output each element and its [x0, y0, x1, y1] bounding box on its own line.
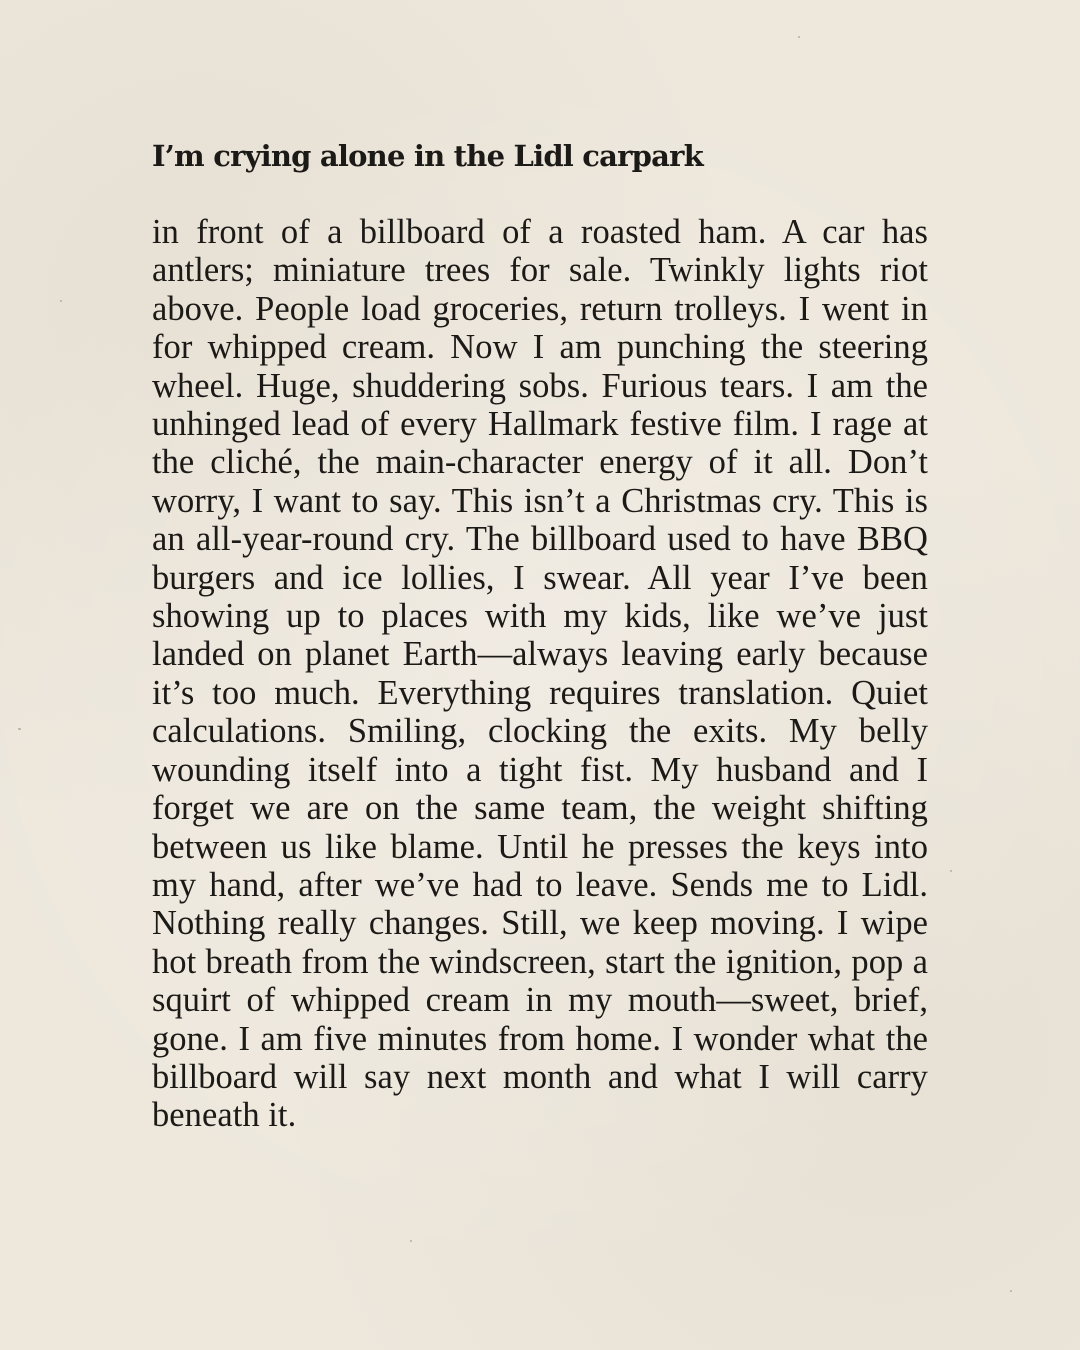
paper-speck [18, 728, 21, 730]
paper-speck [1010, 1290, 1012, 1292]
paper-speck [798, 36, 800, 38]
poem [152, 136, 928, 1135]
poem-title: I’m crying alone in the Lidl carpark [152, 139, 703, 173]
paper-speck [60, 300, 62, 302]
paper-speck [950, 870, 952, 872]
poem-body: in front of a billboard of a roasted ham. A car has antlers; miniature trees for sale. Twinkly lights riot above. People load groceries, return trolleys. I went in for whipped cream. Now I am punching the steering wheel. Huge, shuddering sobs. Furious tears. I am the unhinged lead of every Hallmark festive film. I rage at the cliché, the main-character energy of it all. Don’t worry, I want to say. This isn’t a Christmas cry. This is an all-year-round cry. The billboard used to have BBQ burgers and ice lollies, I swear. All year I’ve been showing up to places with my kids, like we’ve just landed on planet Earth—always leaving early because it’s too much. Everything requires translation. Quiet calculations. Smiling, clocking the exits. My belly wounding itself into a tight fist. My husband and I forget we are on the same team, the weight shifting between us like blame. Until he presses the keys into my hand, after we’ve had to leave. Sends me to Lidl. Nothing really changes. Still, we keep moving. I wipe hot breath from the windscreen, start the ignition, pop a squirt of whipped cream in my mouth—sweet, brief, gone. I am five minutes from home. I wonder what the billboard will say next month and what I will carry beneath it. [152, 213, 928, 1135]
paper-speck [410, 1240, 412, 1242]
